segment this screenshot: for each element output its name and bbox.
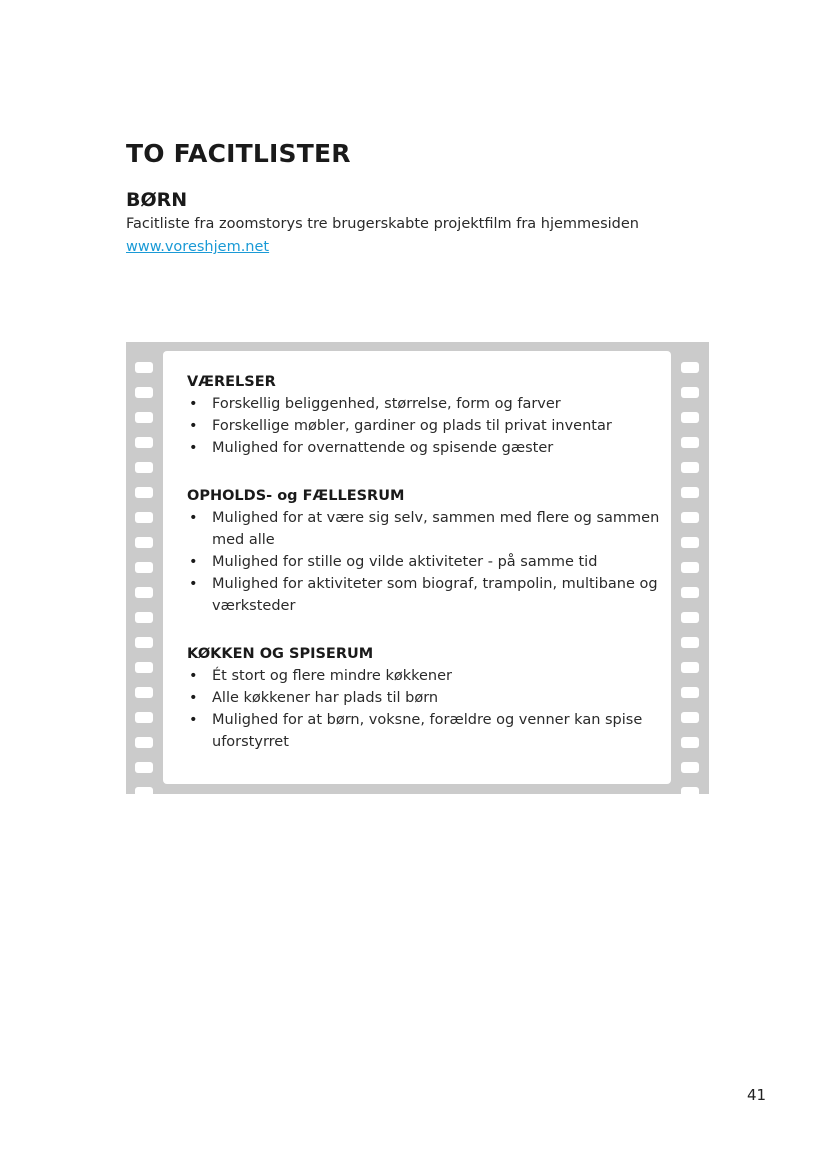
film-perforation xyxy=(135,362,153,373)
film-perforation xyxy=(681,462,699,473)
film-perforation xyxy=(681,562,699,573)
list-item: • Forskellig beliggenhed, størrelse, form og farver xyxy=(187,393,671,415)
list-item: • Mulighed for stille og vilde aktiviteter - på samme tid xyxy=(187,551,671,573)
filmstrip-perforations-left xyxy=(135,342,153,794)
film-perforation xyxy=(681,637,699,648)
group-heading: OPHOLDS- og FÆLLESRUM xyxy=(187,488,405,504)
film-perforation xyxy=(135,537,153,548)
film-perforation xyxy=(135,487,153,498)
film-perforation xyxy=(135,712,153,723)
film-perforation xyxy=(681,662,699,673)
film-perforation xyxy=(681,587,699,598)
intro-paragraph xyxy=(126,213,726,259)
film-perforation xyxy=(681,387,699,398)
film-perforation xyxy=(681,512,699,523)
page-title: TO FACITLISTER xyxy=(126,139,351,168)
film-perforation xyxy=(135,787,153,798)
group-koekken-spiserum xyxy=(187,643,671,753)
group-heading: VÆRELSER xyxy=(187,374,276,390)
list-item: • Alle køkkener har plads til børn xyxy=(187,687,671,709)
bullet-list xyxy=(187,665,671,753)
list-item: • Ét stort og flere mindre køkkener xyxy=(187,665,671,687)
film-perforation xyxy=(681,612,699,623)
list-item: • Mulighed for overnattende og spisende gæster xyxy=(187,437,671,459)
film-perforation xyxy=(135,412,153,423)
list-item: • Mulighed for aktiviteter som biograf, trampolin, multibane og værksteder xyxy=(187,573,671,617)
film-perforation xyxy=(135,762,153,773)
film-perforation xyxy=(681,537,699,548)
film-perforation xyxy=(135,637,153,648)
bullet-list xyxy=(187,507,671,617)
website-link[interactable]: www.voreshjem.net xyxy=(126,239,270,255)
film-perforation xyxy=(681,712,699,723)
film-perforation xyxy=(135,462,153,473)
film-perforation xyxy=(135,687,153,698)
page-number: 41 xyxy=(747,1086,767,1104)
bullet-list xyxy=(187,393,671,459)
film-perforation xyxy=(681,687,699,698)
film-perforation xyxy=(681,362,699,373)
film-perforation xyxy=(135,512,153,523)
film-perforation xyxy=(135,562,153,573)
film-perforation xyxy=(135,437,153,448)
filmstrip-frame xyxy=(163,351,671,784)
film-perforation xyxy=(135,662,153,673)
list-item: • Forskellige møbler, gardiner og plads til privat inventar xyxy=(187,415,671,437)
filmstrip-box xyxy=(126,342,709,794)
group-opholds-faellesrum xyxy=(187,485,671,617)
group-heading: KØKKEN OG SPISERUM xyxy=(187,646,374,662)
section-title: BØRN xyxy=(126,189,188,211)
list-item: • Mulighed for at være sig selv, sammen med flere og sammen med alle xyxy=(187,507,671,551)
film-perforation xyxy=(135,737,153,748)
filmstrip-perforations-right xyxy=(681,342,699,794)
list-item: • Mulighed for at børn, voksne, forældre og venner kan spise uforstyrret xyxy=(187,709,671,753)
film-perforation xyxy=(681,787,699,798)
group-vaerelser xyxy=(187,371,671,459)
intro-text: Facitliste fra zoomstorys tre brugerskabte projektfilm fra hjemmesiden xyxy=(126,216,639,232)
film-perforation xyxy=(681,762,699,773)
film-perforation xyxy=(681,487,699,498)
film-perforation xyxy=(681,412,699,423)
film-perforation xyxy=(681,737,699,748)
film-perforation xyxy=(135,612,153,623)
film-perforation xyxy=(135,387,153,398)
film-perforation xyxy=(135,587,153,598)
film-perforation xyxy=(681,437,699,448)
